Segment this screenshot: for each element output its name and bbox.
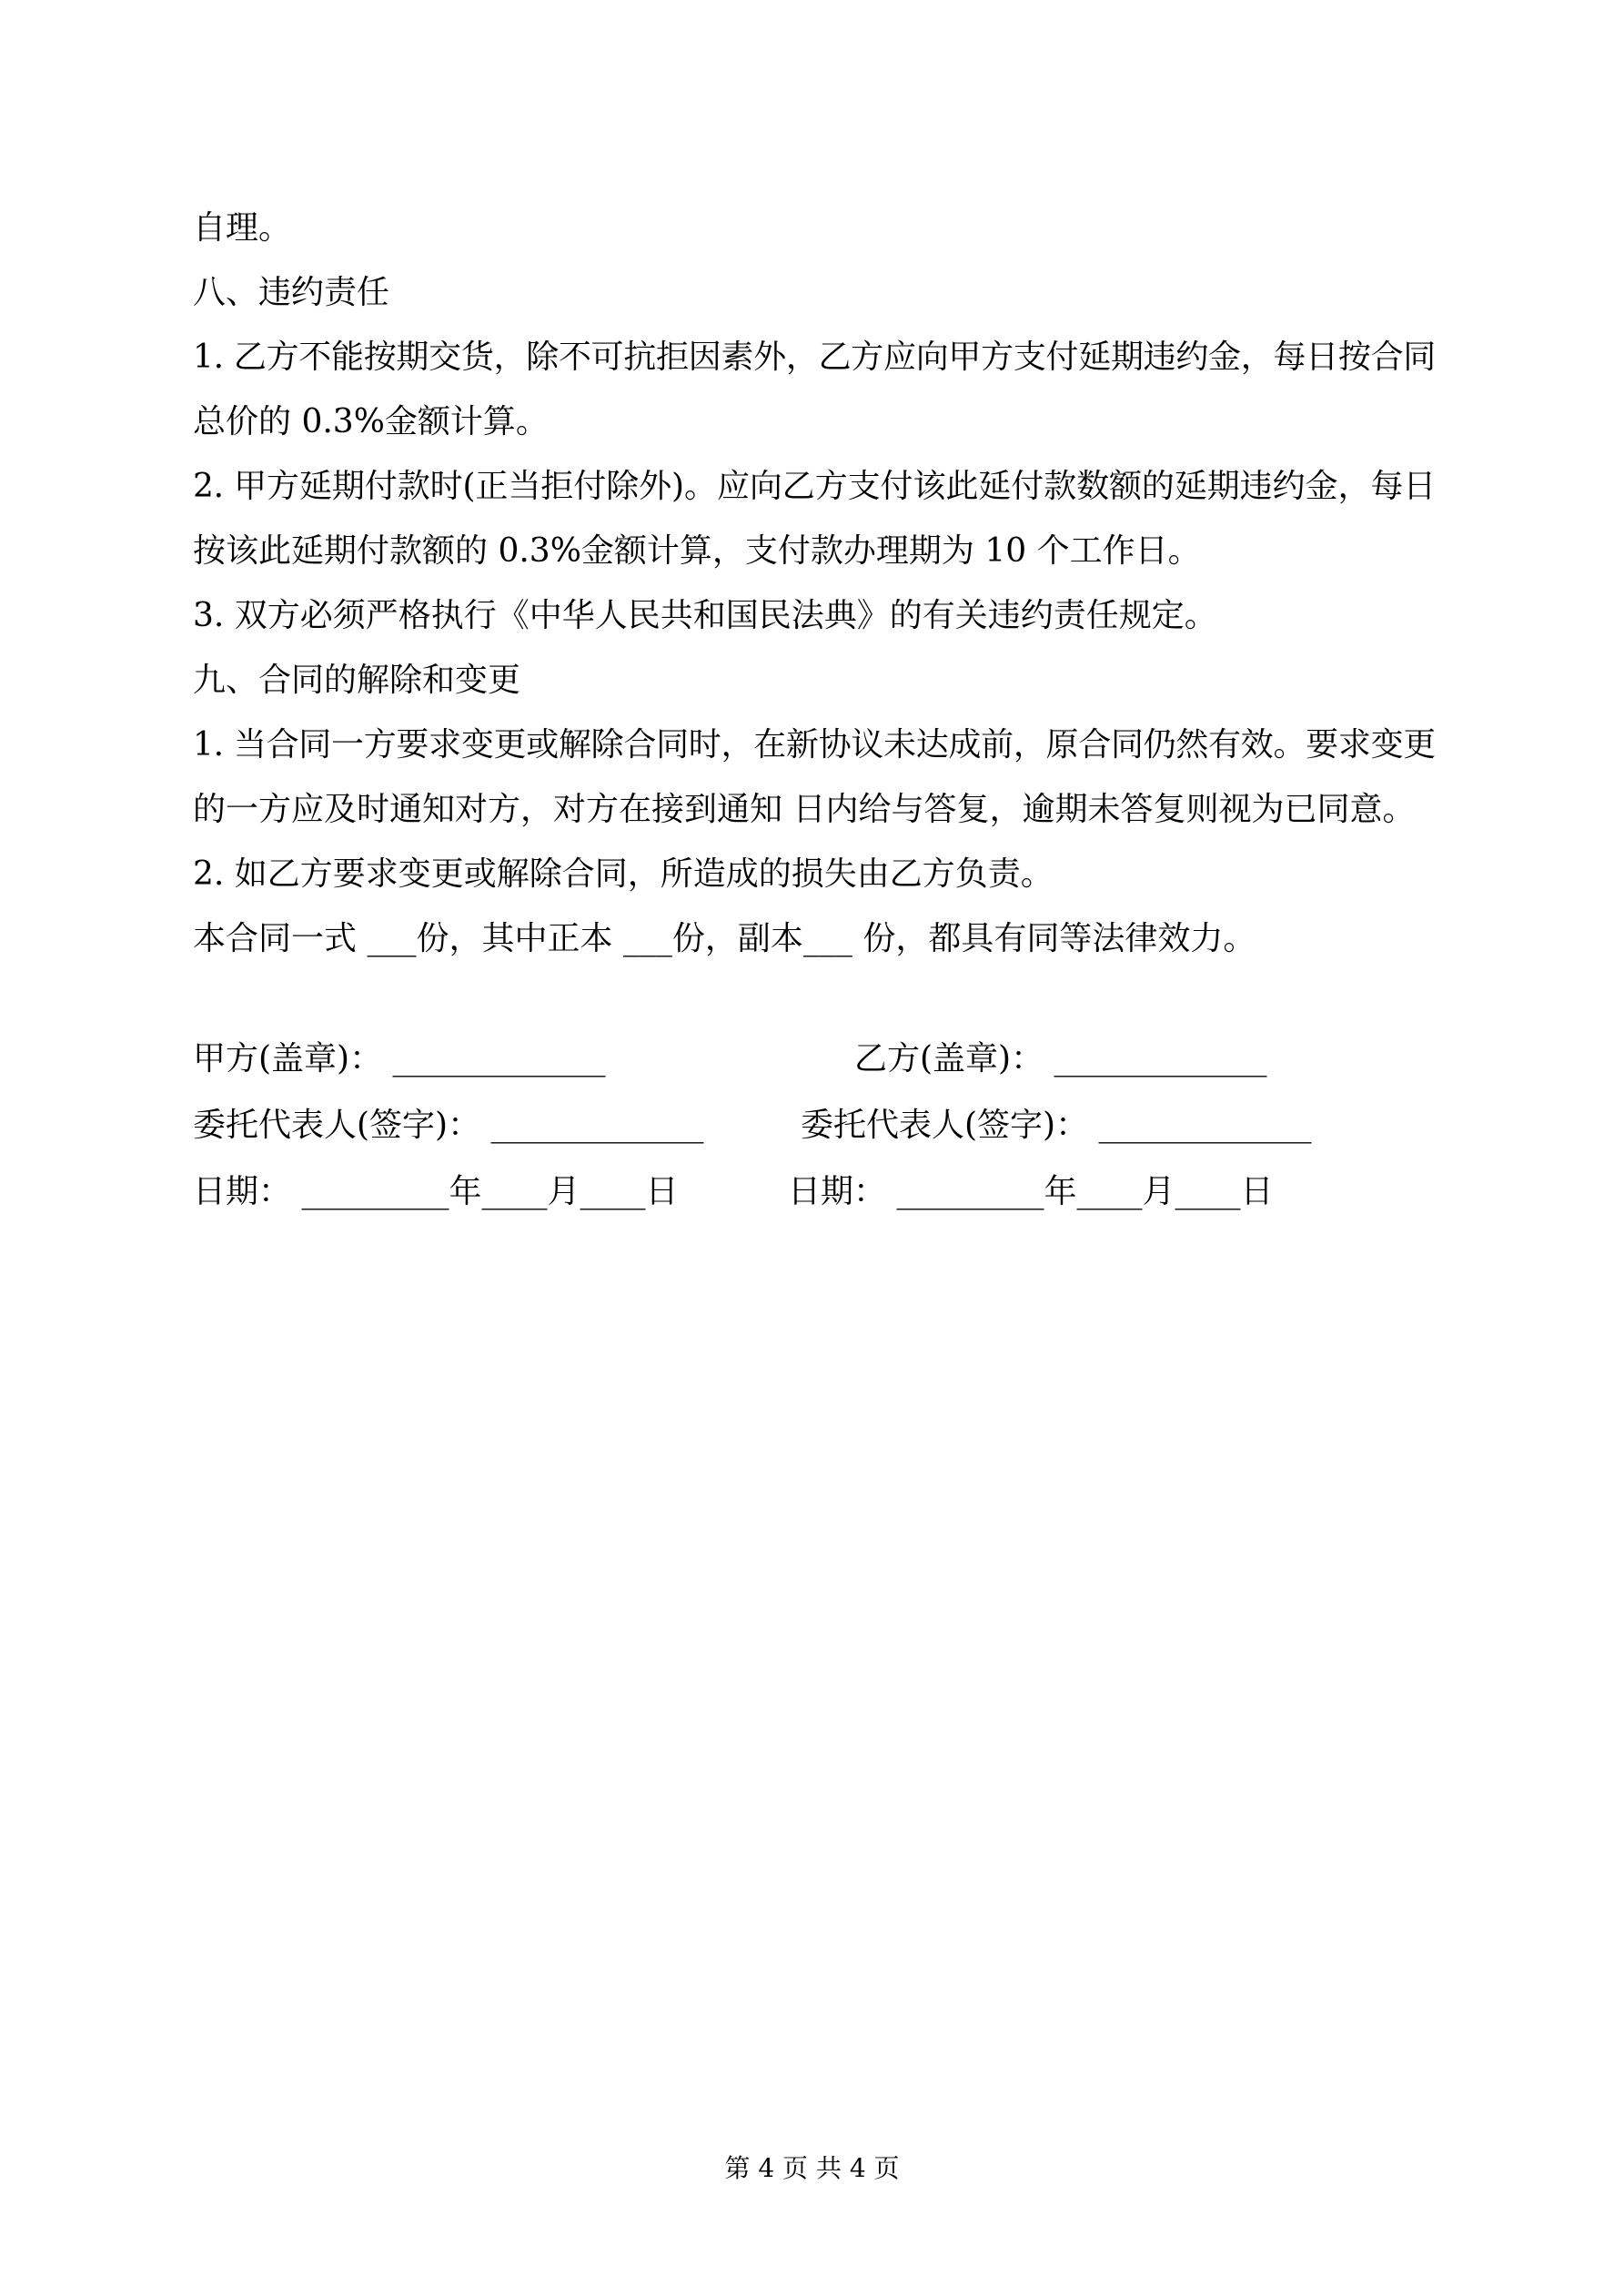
clause-8-2-line-2: 按该此延期付款额的 0.3%金额计算，支付款办理期为 10 个工作日。	[193, 532, 1201, 570]
clause-9-1-line-2: 的一方应及时通知对方，对方在接到通知 日内给与答复，逾期未答复则视为已同意。	[193, 791, 1416, 828]
party-b-representative-line: 委托代表人(签字)： _____________	[801, 1107, 1312, 1144]
contract-body-text	[193, 196, 1436, 1225]
party-a-date-line: 日期： _________年____月____日	[193, 1173, 679, 1210]
clause-8-3: 3. 双方必须严格执行《中华人民共和国民法典》的有关违约责任规定。	[193, 597, 1217, 634]
clause-8-2-line-1: 2. 甲方延期付款时(正当拒付除外)。应向乙方支付该此延付款数额的延期违约金，每日	[193, 468, 1436, 505]
clause-8-1-line-1: 1. 乙方不能按期交货，除不可抗拒因素外，乙方应向甲方支付延期违约金，每日按合同	[193, 339, 1436, 376]
copies-clause: 本合同一式 ___份，其中正本 ___份，副本___ 份，都具有同等法律效力。	[193, 920, 1256, 957]
section-heading-breach-liability: 八、违约责任	[193, 274, 390, 311]
clause-9-2: 2. 如乙方要求变更或解除合同，所造成的损失由乙方负责。	[193, 855, 1054, 893]
section-heading-termination-modification: 九、合同的解除和变更	[193, 662, 521, 699]
page-number: 第 4 页 共 4 页	[724, 2153, 900, 2183]
seal-row	[193, 1026, 1436, 1092]
representative-signature-row	[193, 1092, 1436, 1158]
carryover-text-line: 自理。	[193, 209, 292, 247]
party-b-seal-line: 乙方(盖章)： _____________	[854, 1040, 1267, 1077]
clause-9-1-line-1: 1. 当合同一方要求变更或解除合同时，在新协议未达成前，原合同仍然有效。要求变更	[193, 726, 1436, 764]
party-a-representative-line: 委托代表人(签字)： _____________	[193, 1107, 704, 1144]
party-b-date-line: 日期： _________年____月____日	[788, 1173, 1274, 1210]
clause-8-1-line-2: 总价的 0.3%金额计算。	[193, 403, 549, 440]
date-row	[193, 1158, 1436, 1225]
signature-block	[193, 1026, 1436, 1225]
party-a-seal-line: 甲方(盖章)： _____________	[193, 1040, 606, 1077]
